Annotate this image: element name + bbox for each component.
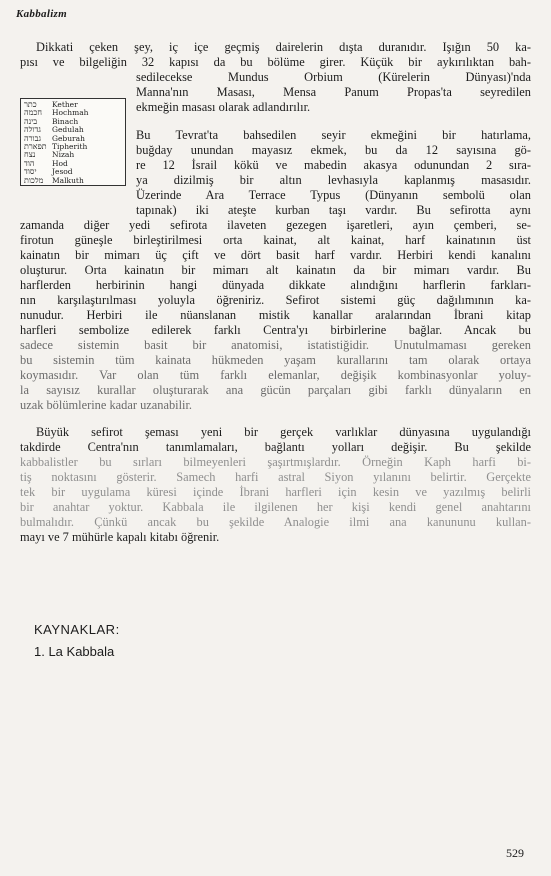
text-line: mayı ve 7 mühürle kapalı kitabı öğrenir. — [20, 530, 220, 544]
text-line: koymasıdır. Var olan tüm farklı elemanlar, değişik kombinasyonlar yoluy- — [20, 368, 531, 382]
sefirot-hebrew: מלכות — [24, 176, 44, 185]
sefirot-row — [24, 177, 122, 185]
sefirot-hebrew: גבורה — [24, 134, 42, 143]
page-number: 529 — [506, 846, 524, 860]
sefirot-hebrew: גדולה — [24, 126, 41, 135]
text-line: Dikkati çeken şey, iç içe geçmiş dairelerin dışta duranıdır. Işığın 50 ka- — [36, 40, 531, 54]
text-line: harflerden herbirinin hangi dünyada dikkate alındığını harflerin farkları- — [20, 278, 531, 292]
sefirot-hebrew: תפארת — [24, 142, 47, 151]
text-line: Büyük sefirot şeması yeni bir gerçek varlıklar dünyasına uygulandığı — [36, 425, 531, 439]
sefirot-row — [24, 143, 122, 151]
sources-item: 1. La Kabbala — [34, 644, 115, 659]
sefirot-row — [24, 151, 122, 159]
text-line: firotun güneşle birleştirilmesi orta kainat, alt kainat, harf kainatının üst — [20, 233, 531, 247]
sefirot-name: Hod — [52, 159, 68, 168]
text-line: Manna'nın Masası, Mensa Panum Propas'ta seyredilen — [136, 85, 531, 99]
sefirot-name: Geburah — [52, 134, 85, 143]
sefirot-list-box — [20, 98, 126, 186]
sources-heading: KAYNAKLAR: — [34, 622, 120, 637]
text-line: ekmeğin masası olarak adlandırılır. — [136, 100, 311, 114]
sefirot-name: Kether — [52, 101, 78, 109]
text-line: Üzerinde Ara Terrace Typus (Dünyanın sembolü olan — [136, 188, 531, 202]
text-line: kabbalistler bu sırları bilmeyenleri şaşırtmışlardır. Örneğin Kaph harfi bi- — [20, 455, 531, 469]
text-line: bir anahtar yoktur. Kabbala ile ilgilenen her kişi kendi genel anahtarını — [20, 500, 531, 514]
text-line: la sayısız kurallar oluşturarak ana gücün parçaları gibi farklı dünyaların en — [20, 383, 531, 397]
sefirot-hebrew: בינה — [24, 117, 38, 126]
text-line: zamanda diğer yedi sefirota ilaveten gezegen işaretleri, ayın çemberi, se- — [20, 218, 531, 232]
text-line: re 12 İsrail kökü ve mabedin akasya odunundan 2 sıra- — [136, 158, 531, 172]
text-line: oluşturur. Orta kainatın bir mimarı alt kainatın da bir mimarı vardır. Bu — [20, 263, 531, 277]
sefirot-row — [24, 160, 122, 168]
text-line: pısı ve bilgeliğin 32 kapısı da bu bölüme girer. Küçük bir aykırılıktan bah- — [20, 55, 531, 69]
sefirot-hebrew: חכמה — [24, 109, 42, 118]
sefirot-name: Tipherith — [52, 142, 88, 151]
text-line: ya dizilmiş bir altın levhasıyla kaplanmış masasıdır. — [136, 173, 531, 187]
sefirot-name: Gedulah — [52, 126, 84, 135]
text-line: tek bir uygulama küresi içinde İbrani harfleri için kesin ve yazılmış belirli — [20, 485, 531, 499]
sefirot-row — [24, 135, 122, 143]
sefirot-hebrew: הוד — [24, 159, 35, 168]
sefirot-name: Malkuth — [52, 176, 84, 185]
text-line: harfleri sembolize edilerek farklı Centra'yı birbirlerine bağlar. Ancak bu — [20, 323, 531, 337]
sefirot-name: Nizah — [52, 151, 75, 160]
text-line: sadece sistemin basit bir anatomisi, istatistiğidir. Unutulmaması gereken — [20, 338, 531, 352]
text-line: tapınak) iki ateşte kurban taşı vardır. Bu sefirotta aynı — [136, 203, 531, 217]
running-header: Kabbalizm — [16, 8, 67, 20]
sefirot-hebrew: נצח — [24, 151, 36, 160]
sefirot-hebrew: יסוד — [24, 168, 37, 177]
text-line: buğday unundan mayasız ekmek, bu da 12 sayısına gö- — [136, 143, 531, 157]
text-line: tiş noktasını gösterir. Samech harfi astral Siyon yılanını belirtir. Gerçekte — [20, 470, 531, 484]
text-line: Bu Tevrat'ta bahsedilen seyir ekmeğini bir hatırlama, — [136, 128, 531, 142]
text-line: bulmalıdır. Çünkü ancak bu şekilde Analogie ilmi ana kanununu kullan- — [20, 515, 531, 529]
sefirot-hebrew: כתר — [24, 101, 37, 109]
sefirot-row — [24, 168, 122, 176]
text-line: uzak bölümlerine kadar uzanabilir. — [20, 398, 193, 412]
text-line: nunudur. Herbiri ile nüanslanan mistik kanallar aralarından İbrani kitap — [20, 308, 531, 322]
text-line: nın karşılaştırılması yoluyla öğreniriz. Sefirot sistemi güç dağılımının ka- — [20, 293, 531, 307]
text-line: sedilecekse Mundus Orbium (Kürelerin Dünyası)'nda — [136, 70, 531, 84]
sefirot-row — [24, 118, 122, 126]
sefirot-row — [24, 109, 122, 117]
sefirot-name: Jesod — [52, 168, 73, 177]
sefirot-name: Binach — [52, 117, 79, 126]
text-line: bu sistemin tüm kainata hükmeden yaşam kurallarını tam olarak ortaya — [20, 353, 531, 367]
sefirot-name: Hochmah — [52, 109, 89, 118]
sefirot-row — [24, 101, 122, 109]
sefirot-row — [24, 126, 122, 134]
text-line: kainatın bir mimarı üç çift ve dört basit harf vardır. Herbiri kendi kanalını — [20, 248, 531, 262]
text-line: takdirde Centra'nın tanımlamaları, bağlantı yolları değişir. Bu şekilde — [20, 440, 531, 454]
